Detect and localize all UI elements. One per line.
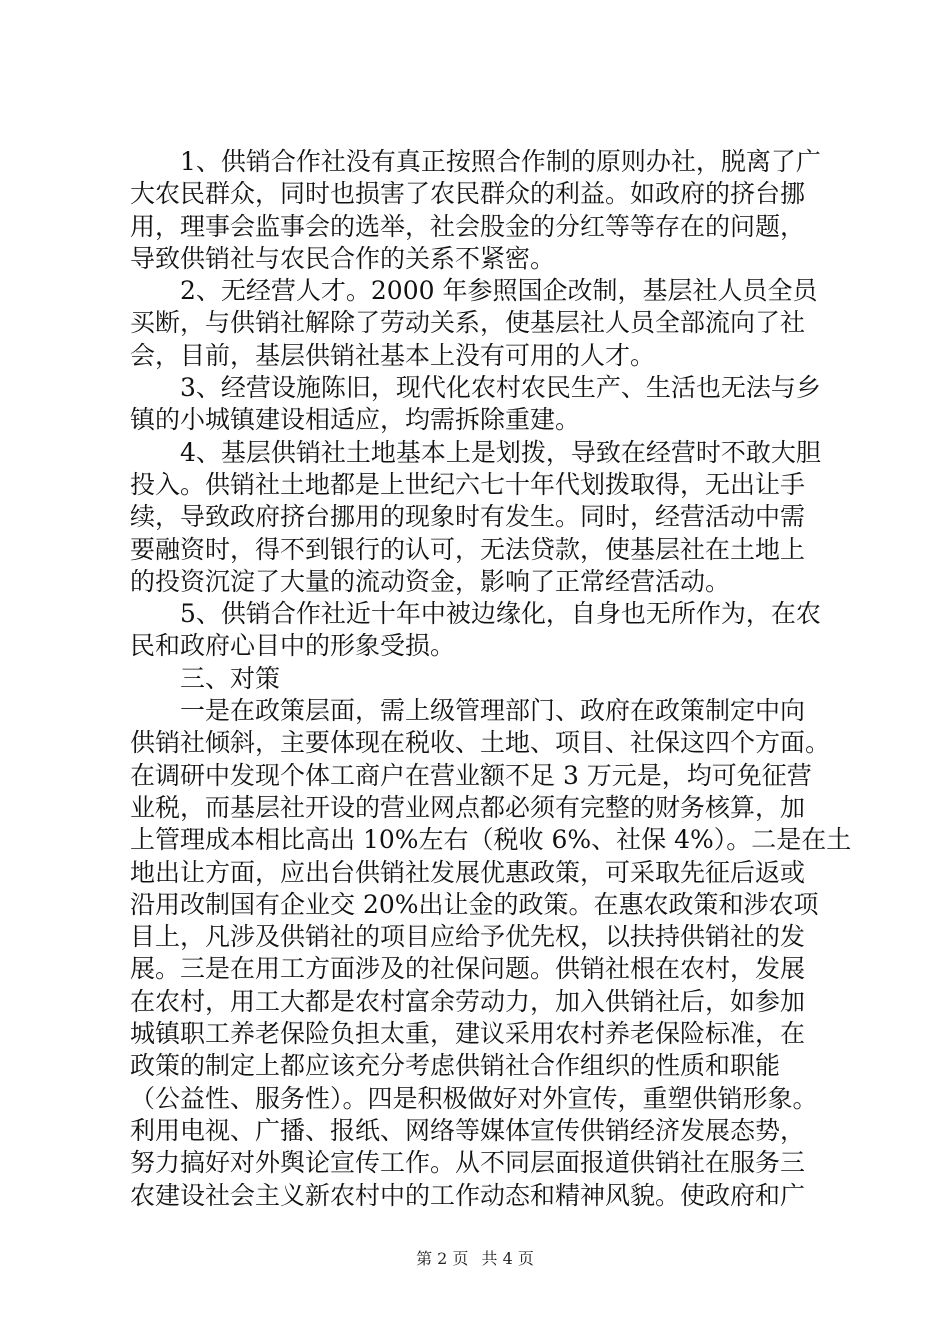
text-line: 3、经营设施陈旧，现代化农村农民生产、生活也无法与乡 [130, 373, 821, 403]
text-line: 在调研中发现个体工商户在营业额不足 3 万元是，均可免征营 [130, 760, 812, 790]
text-line: 1、供销合作社没有真正按照合作制的原则办社，脱离了广 [130, 147, 821, 176]
text-line: 的投资沉淀了大量的流动资金，影响了正常经营活动。 [130, 566, 731, 596]
paragraph [130, 437, 830, 598]
text-line: 会，目前，基层供销社基本上没有可用的人才。 [130, 340, 656, 370]
text-line: 要融资时，得不到银行的认可，无法贷款，使基层社在土地上 [130, 534, 806, 564]
text-line: 2、无经营人才。2000 年参照国企改制，基层社人员全员 [130, 276, 818, 306]
text-line: 沿用改制国有企业交 20%出让金的政策。在惠农政策和涉农项 [130, 889, 819, 919]
text-line: 供销社倾斜，主要体现在税收、土地、项目、社保这四个方面。 [130, 728, 831, 758]
text-line: 在农村，用工大都是农村富余劳动力，加入供销社后，如参加 [130, 986, 806, 1016]
text-line: （公益性、服务性）。四是积极做好对外宣传，重塑供销形象。 [130, 1083, 818, 1113]
text-line: 续，导致政府挤台挪用的现象时有发生。同时，经营活动中需 [130, 502, 806, 532]
paragraph [130, 275, 830, 372]
paragraph [130, 598, 830, 663]
document-body [130, 146, 852, 1212]
paragraph [130, 372, 830, 437]
paragraph [130, 695, 852, 1212]
text-line: 地出让方面，应出台供销社发展优惠政策，可采取先征后返或 [130, 857, 806, 887]
text-line: 4、基层供销社土地基本上是划拨，导致在经营时不敢大胆 [130, 437, 821, 467]
text-line: 利用电视、广播、报纸、网络等媒体宣传供销经济发展态势， [130, 1115, 806, 1145]
text-line: 城镇职工养老保险负担太重，建议采用农村养老保险标准，在 [130, 1019, 806, 1049]
text-line: 买断，与供销社解除了劳动关系，使基层社人员全部流向了社 [130, 308, 806, 338]
text-line: 上管理成本相比高出 10%左右（税收 6%、社保 4%）。二是在土 [130, 825, 852, 855]
paragraph [130, 146, 830, 275]
text-line: 导致供销社与农民合作的关系不紧密。 [130, 243, 556, 273]
page-number: 第 2 页 [416, 1249, 469, 1268]
text-line: 投入。供销社土地都是上世纪六七十年代划拨取得，无出让手 [130, 469, 806, 499]
page-total: 共 4 页 [481, 1249, 534, 1268]
text-line: 民和政府心目中的形象受损。 [130, 631, 456, 661]
text-line: 努力搞好对外舆论宣传工作。从不同层面报道供销社在服务三 [130, 1148, 806, 1178]
text-line: 农建设社会主义新农村中的工作动态和精神风貌。使政府和广 [130, 1180, 806, 1210]
paragraph [130, 663, 830, 695]
text-line: 一是在政策层面，需上级管理部门、政府在政策制定中向 [130, 696, 806, 726]
text-line: 大农民群众，同时也损害了农民群众的利益。如政府的挤台挪 [130, 179, 806, 209]
text-line: 三、对策 [130, 663, 281, 693]
page-footer [0, 1246, 950, 1269]
text-line: 业税，而基层社开设的营业网点都必须有完整的财务核算，加 [130, 792, 806, 822]
text-line: 目上，凡涉及供销社的项目应给予优先权，以扶持供销社的发 [130, 922, 806, 952]
text-line: 镇的小城镇建设相适应，均需拆除重建。 [130, 405, 581, 435]
text-line: 政策的制定上都应该充分考虑供销社合作组织的性质和职能 [130, 1051, 781, 1081]
text-line: 5、供销合作社近十年中被边缘化，自身也无所作为，在农 [130, 599, 821, 629]
text-line: 用，理事会监事会的选举，社会股金的分红等等存在的问题， [130, 211, 806, 241]
text-line: 展。三是在用工方面涉及的社保问题。供销社根在农村，发展 [130, 954, 806, 984]
